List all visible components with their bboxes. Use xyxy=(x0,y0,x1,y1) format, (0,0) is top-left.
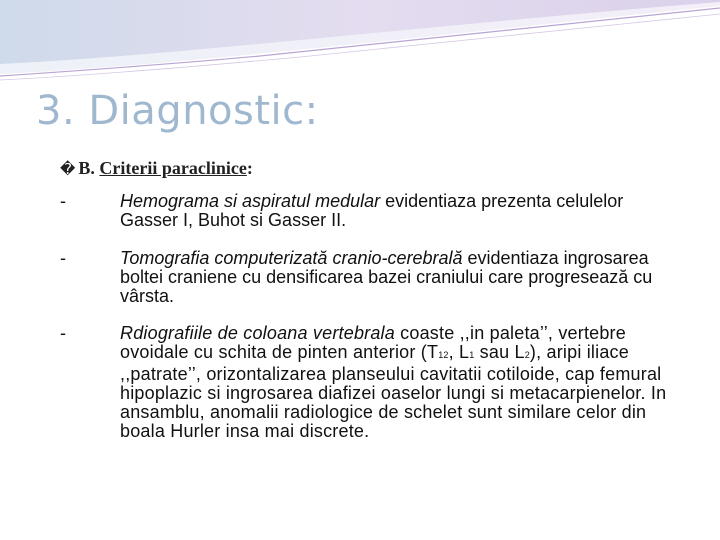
exam-name: Hemograma si aspiratul medular xyxy=(120,191,381,211)
exam-description: evidentiaza prezenta celulelor Gasser I, Buhot si Gasser II. xyxy=(120,191,624,230)
exam-description: evidentiaza ingrosarea boltei craniene cu densificarea bazei craniului care progresează cu vârsta. xyxy=(120,248,653,306)
heading-colon: : xyxy=(246,158,253,178)
exam-description-part: coaste ,,in paleta’’, vertebre ovoidale cu schita de pinten anterior (T xyxy=(120,323,626,362)
list-item-text xyxy=(120,324,680,441)
header-decoration xyxy=(0,0,720,90)
exam-name: Tomografia computerizată cranio-cerebrală xyxy=(120,248,463,268)
exam-name: Rdiografiile de coloana vertebrala xyxy=(120,323,395,343)
slide-title: 3. Diagnostic: xyxy=(36,88,319,134)
exam-description-part: ), aripi iliace ,,patrate’’, orizontalizarea planseului cavitatii cotiloide, cap femural hipoplazic si ingrosarea diafizei oaselor lungi si metacarpienelor. In ansamblu, anomalii radiologice de schelet sunt similare celor din boala Hurler insa mai discrete. xyxy=(120,342,667,441)
list-dash: - xyxy=(60,248,66,268)
criteria-heading: Criterii paraclinice xyxy=(99,158,247,178)
list-item xyxy=(60,324,680,441)
vertebra-subscript: 12 xyxy=(438,350,449,360)
vertebra-subscript: 1 xyxy=(469,350,475,360)
section-subheading xyxy=(60,158,253,179)
list-dash: - xyxy=(60,191,66,211)
list-item-text xyxy=(120,192,680,230)
exam-description-part: , L xyxy=(448,342,470,362)
vertebra-subscript: 2 xyxy=(524,350,530,360)
exam-description-part: sau L xyxy=(474,342,525,362)
section-prefix: B. xyxy=(78,158,100,178)
list-dash: - xyxy=(60,323,66,343)
list-item xyxy=(60,249,680,306)
list-item xyxy=(60,192,680,230)
bullet-marker-icon: � xyxy=(60,160,76,178)
list-item-text xyxy=(120,249,680,306)
